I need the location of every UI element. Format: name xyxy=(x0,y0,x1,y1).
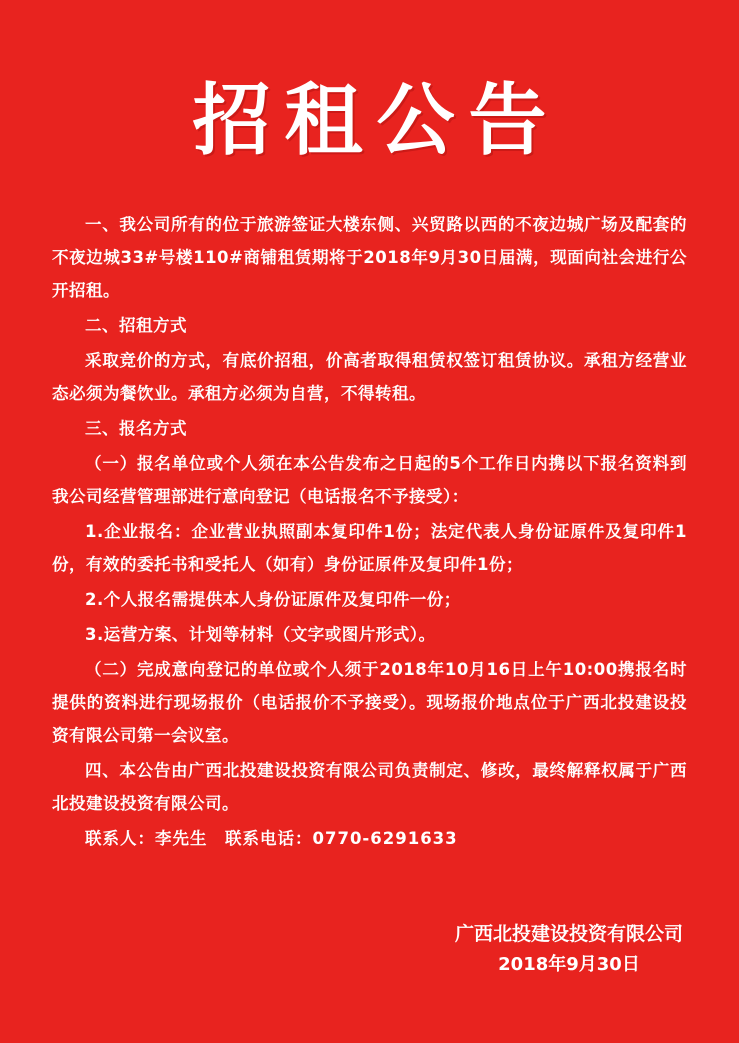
contact-line: 联系人：李先生 联系电话：0770-6291633 xyxy=(85,828,458,848)
signature-company: 广西北投建设投资有限公司 xyxy=(454,923,683,946)
signature-block xyxy=(455,918,683,981)
paragraph-4: 三、报名方式 xyxy=(85,418,187,438)
paragraph-3: 采取竞价的方式，有底价招租，价高者取得租赁权签订租赁协议。承租方经营业态必须为餐饮业。承租方必须为自营，不得转租。 xyxy=(52,350,687,403)
page-title: 招租公告 xyxy=(192,75,561,166)
announcement-body xyxy=(52,208,687,855)
signature-date: 2018年9月30日 xyxy=(498,954,640,976)
paragraph-9: （二）完成意向登记的单位或个人须于2018年10月16日上午10:00携报名时提供的资料进行现场报价（电话报价不予接受）。现场报价地点位于广西北投建设投资有限公司第一会议室。 xyxy=(52,659,687,745)
paragraph-1: 一、我公司所有的位于旅游签证大楼东侧、兴贸路以西的不夜边城广场及配套的不夜边城33#号楼110#商铺租赁期将于2018年9月30日届满，现面向社会进行公开招租。 xyxy=(52,214,687,300)
paragraph-8: 3.运营方案、计划等材料（文字或图片形式）。 xyxy=(85,624,436,644)
paragraph-6: 1.企业报名：企业营业执照副本复印件1份；法定代表人身份证原件及复印件1份，有效的委托书和受托人（如有）身份证原件及复印件1份； xyxy=(52,521,687,574)
paragraph-5: （一）报名单位或个人须在本公告发布之日起的5个工作日内携以下报名资料到我公司经营管理部进行意向登记（电话报名不予接受）： xyxy=(52,453,687,506)
paragraph-2: 二、招租方式 xyxy=(85,315,187,335)
paragraph-10: 四、本公告由广西北投建设投资有限公司负责制定、修改，最终解释权属于广西北投建设投资有限公司。 xyxy=(52,760,687,813)
paragraph-7: 2.个人报名需提供本人身份证原件及复印件一份； xyxy=(85,589,461,609)
